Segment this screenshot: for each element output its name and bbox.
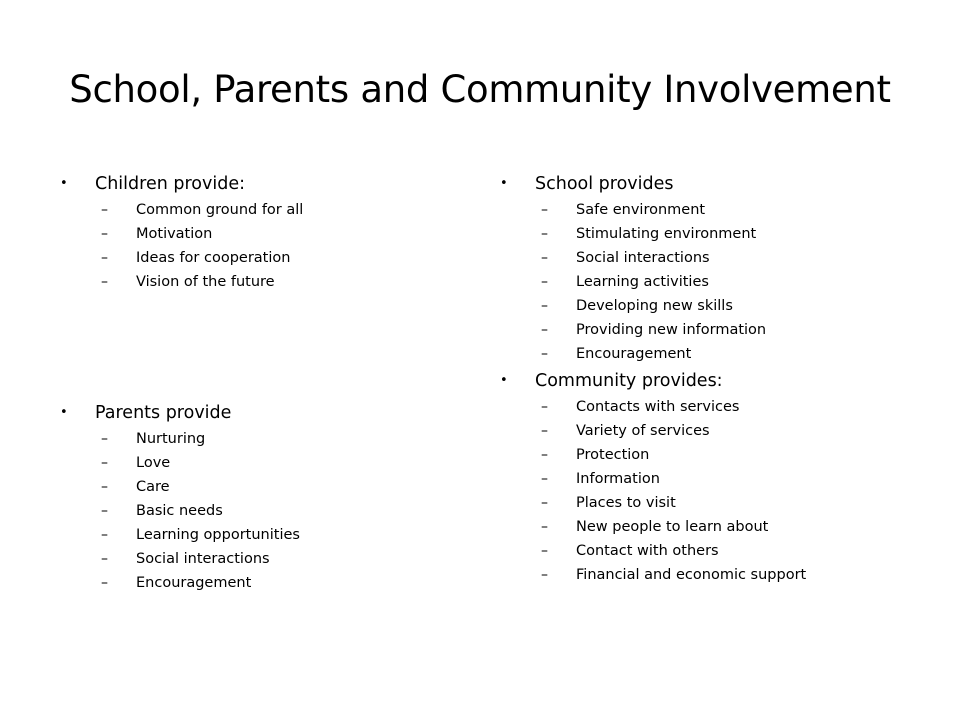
parents-provide-group [60, 400, 460, 595]
dash-glyph: – [541, 226, 548, 242]
list-item [500, 515, 900, 539]
dash-glyph: – [101, 431, 108, 447]
list-item [500, 443, 900, 467]
list-item-text: Providing new information [576, 322, 767, 338]
community-provides-group [500, 368, 900, 587]
dash-glyph: – [101, 202, 108, 218]
dash-glyph: – [541, 346, 548, 362]
bullet-heading-text: School provides [535, 174, 674, 194]
dash-glyph: – [541, 495, 548, 511]
bullet-heading [500, 368, 900, 394]
list-item [500, 246, 900, 270]
list-item-text: Nurturing [136, 431, 206, 447]
list-item [60, 427, 460, 451]
list-item-text: Financial and economic support [576, 567, 807, 583]
list-item-text: Encouragement [136, 575, 252, 591]
list-item-text: Ideas for cooperation [136, 250, 291, 266]
dash-glyph: – [101, 551, 108, 567]
list-item-text: Love [136, 455, 171, 471]
sub-list [500, 395, 900, 587]
sub-list [500, 198, 900, 366]
list-item-text: Social interactions [136, 551, 270, 567]
dash-glyph: – [541, 447, 548, 463]
slide-title: School, Parents and Community Involvement [69, 68, 891, 111]
list-item [60, 547, 460, 571]
list-item-text: Social interactions [576, 250, 710, 266]
list-item [500, 395, 900, 419]
bullet-heading [60, 400, 460, 426]
list-item [500, 318, 900, 342]
list-item [60, 246, 460, 270]
list-item [60, 475, 460, 499]
list-item-text: Learning activities [576, 274, 709, 290]
list-item-text: Common ground for all [136, 202, 304, 218]
list-item-text: Safe environment [576, 202, 706, 218]
dash-glyph: – [541, 423, 548, 439]
list-item-text: Stimulating environment [576, 226, 757, 242]
list-item [500, 491, 900, 515]
dash-glyph: – [101, 479, 108, 495]
right-column [500, 0, 900, 720]
list-item-text: Care [136, 479, 170, 495]
list-item-text: Vision of the future [136, 274, 275, 290]
list-item [60, 451, 460, 475]
dash-glyph: – [541, 567, 548, 583]
list-item [60, 571, 460, 595]
bullet-glyph: • [500, 176, 508, 191]
bullet-glyph: • [500, 373, 508, 388]
list-item-text: Basic needs [136, 503, 223, 519]
dash-glyph: – [541, 543, 548, 559]
dash-glyph: – [101, 455, 108, 471]
dash-glyph: – [541, 322, 548, 338]
list-item-text: Contacts with services [576, 399, 740, 415]
list-item-text: Variety of services [576, 423, 710, 439]
list-item-text: Places to visit [576, 495, 676, 511]
list-item [60, 222, 460, 246]
dash-glyph: – [541, 202, 548, 218]
list-item [60, 523, 460, 547]
list-item [500, 294, 900, 318]
dash-glyph: – [101, 274, 108, 290]
bullet-heading-text: Children provide: [95, 174, 245, 194]
left-column [60, 0, 460, 720]
list-item [500, 467, 900, 491]
list-item-text: Learning opportunities [136, 527, 300, 543]
bullet-glyph: • [60, 176, 68, 191]
dash-glyph: – [101, 250, 108, 266]
dash-glyph: – [541, 399, 548, 415]
list-item-text: Contact with others [576, 543, 719, 559]
list-item [500, 539, 900, 563]
list-item [500, 419, 900, 443]
dash-glyph: – [101, 527, 108, 543]
dash-glyph: – [541, 250, 548, 266]
dash-glyph: – [101, 575, 108, 591]
list-item [60, 499, 460, 523]
dash-glyph: – [541, 274, 548, 290]
dash-glyph: – [101, 503, 108, 519]
list-item [500, 270, 900, 294]
list-item-text: Encouragement [576, 346, 692, 362]
list-item [500, 222, 900, 246]
dash-glyph: – [541, 519, 548, 535]
bullet-glyph: • [60, 405, 68, 420]
list-item-text: Motivation [136, 226, 213, 242]
children-provide-group [60, 171, 460, 294]
dash-glyph: – [541, 298, 548, 314]
bullet-heading-text: Community provides: [535, 371, 723, 391]
dash-glyph: – [101, 226, 108, 242]
list-item [60, 270, 460, 294]
dash-glyph: – [541, 471, 548, 487]
bullet-heading [500, 171, 900, 197]
bullet-heading-text: Parents provide [95, 403, 232, 423]
bullet-heading [60, 171, 460, 197]
list-item [60, 198, 460, 222]
list-item [500, 198, 900, 222]
sub-list [60, 198, 460, 294]
list-item-text: Developing new skills [576, 298, 733, 314]
list-item-text: New people to learn about [576, 519, 769, 535]
list-item-text: Protection [576, 447, 650, 463]
list-item-text: Information [576, 471, 660, 487]
school-provides-group [500, 171, 900, 366]
sub-list [60, 427, 460, 595]
list-item [500, 563, 900, 587]
list-item [500, 342, 900, 366]
